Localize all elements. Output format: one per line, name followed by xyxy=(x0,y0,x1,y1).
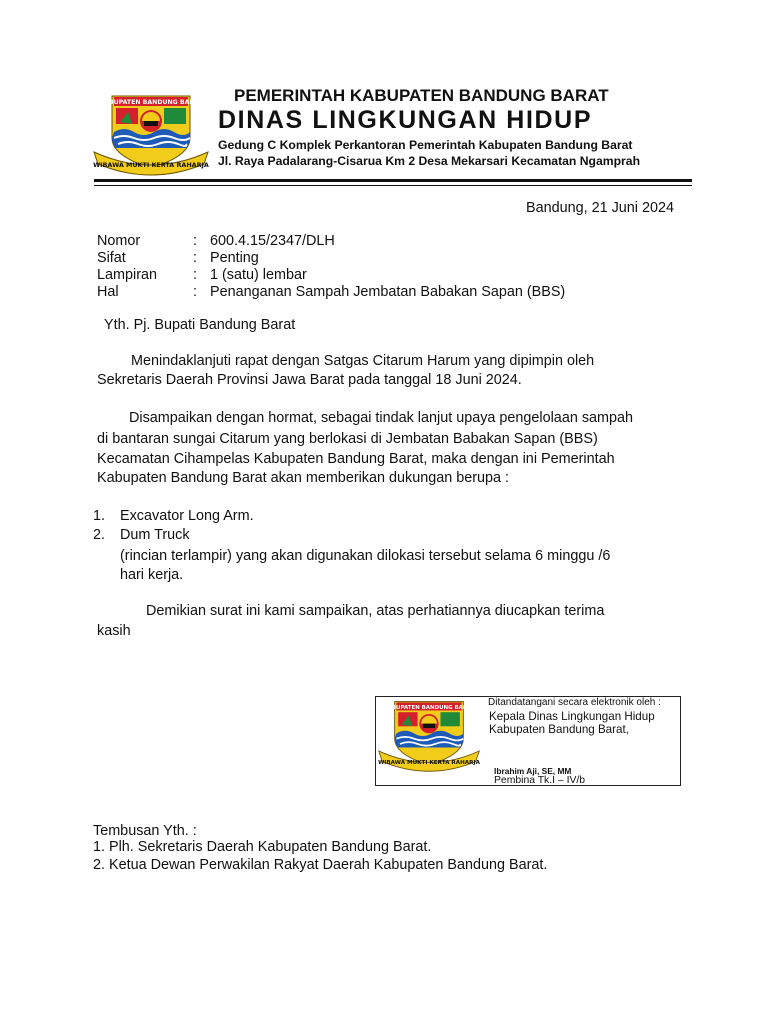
agency-name: DINAS LINGKUNGAN HIDUP xyxy=(218,106,593,134)
meta-value-lampiran: 1 (satu) lembar xyxy=(210,267,307,283)
closing-line-1: Demikian surat ini kami sampaikan, atas perhatiannya diucapkan terima xyxy=(146,603,605,619)
meta-colon: : xyxy=(193,233,197,249)
logo-banner-text: KABUPATEN BANDUNG BARAT xyxy=(99,99,203,107)
letter-date: Bandung, 21 Juni 2024 xyxy=(525,200,674,216)
regency-logo xyxy=(92,94,210,176)
logo-motto: WIBAWA MUKTI KERTA RAHARJA xyxy=(93,161,209,169)
paragraph-2-line-4: Kabupaten Bandung Barat akan memberikan dukungan berupa : xyxy=(97,470,510,486)
paragraph-2-line-1: Disampaikan dengan hormat, sebagai tindak lanjut upaya pengelolaan sampah xyxy=(129,410,634,426)
signer-position-line-2: Kabupaten Bandung Barat, xyxy=(489,723,629,736)
list-item: Excavator Long Arm. xyxy=(120,508,254,524)
list-item-number: 2. xyxy=(93,527,106,543)
paragraph-2-line-3: Kecamatan Cihampelas Kabupaten Bandung Barat, maka dengan ini Pemerintah xyxy=(97,451,615,467)
meta-label-hal: Hal xyxy=(97,284,119,300)
cc-heading: Tembusan Yth. : xyxy=(93,823,197,839)
signer-position-line-1: Kepala Dinas Lingkungan Hidup xyxy=(489,710,655,723)
letterhead-rule-thin xyxy=(94,185,692,186)
meta-colon: : xyxy=(193,267,197,283)
signature-logo-banner: KABUPATEN BANDUNG BARAT xyxy=(383,704,475,711)
meta-label-lampiran: Lampiran xyxy=(97,267,157,283)
letterhead-rule-thick xyxy=(94,179,692,182)
list-item-number: 1. xyxy=(93,508,106,524)
meta-label-sifat: Sifat xyxy=(97,250,126,266)
paragraph-2-line-2: di bantaran sungai Citarum yang berlokasi di Jembatan Babakan Sapan (BBS) xyxy=(97,431,598,447)
paragraph-1-line-1: Menindaklanjuti rapat dengan Satgas Citarum Harum yang dipimpin oleh xyxy=(131,353,595,369)
meta-colon: : xyxy=(193,284,197,300)
government-name: PEMERINTAH KABUPATEN BANDUNG BARAT xyxy=(234,86,609,105)
meta-value-hal: Penanganan Sampah Jembatan Babakan Sapan (BBS) xyxy=(210,284,566,300)
meta-value-sifat: Penting xyxy=(210,250,259,266)
meta-label-nomor: Nomor xyxy=(97,233,141,249)
address-line-1: Gedung C Komplek Perkantoran Pemerintah Kabupaten Bandung Barat xyxy=(218,138,633,152)
list-note-line-2: hari kerja. xyxy=(120,567,184,583)
signer-rank: Pembina Tk.I – IV/b xyxy=(494,775,586,786)
signer-name: Ibrahim Aji, SE, MM xyxy=(494,766,572,776)
meta-colon: : xyxy=(193,250,197,266)
closing-line-2: kasih xyxy=(97,623,131,639)
addressee: Yth. Pj. Bupati Bandung Barat xyxy=(104,317,296,333)
signature-logo xyxy=(377,698,481,774)
cc-item: 2. Ketua Dewan Perwakilan Rakyat Daerah Kabupaten Bandung Barat. xyxy=(93,857,548,873)
meta-value-nomor: 600.4.15/2347/DLH xyxy=(210,233,335,249)
signed-electronically-note: Ditandatangani secara elektronik oleh : xyxy=(488,697,661,708)
address-line-2: Jl. Raya Padalarang-Cisarua Km 2 Desa Mekarsari Kecamatan Ngamprah xyxy=(218,154,641,168)
list-note-line-1: (rincian terlampir) yang akan digunakan dilokasi tersebut selama 6 minggu /6 xyxy=(120,548,611,564)
list-item: Dum Truck xyxy=(120,527,190,543)
cc-item: 1. Plh. Sekretaris Daerah Kabupaten Bandung Barat. xyxy=(93,839,432,855)
signature-logo-motto: WIBAWA MUKTI KERTA RAHARJA xyxy=(378,760,480,767)
paragraph-1-line-2: Sekretaris Daerah Provinsi Jawa Barat pada tanggal 18 Juni 2024. xyxy=(97,372,522,388)
